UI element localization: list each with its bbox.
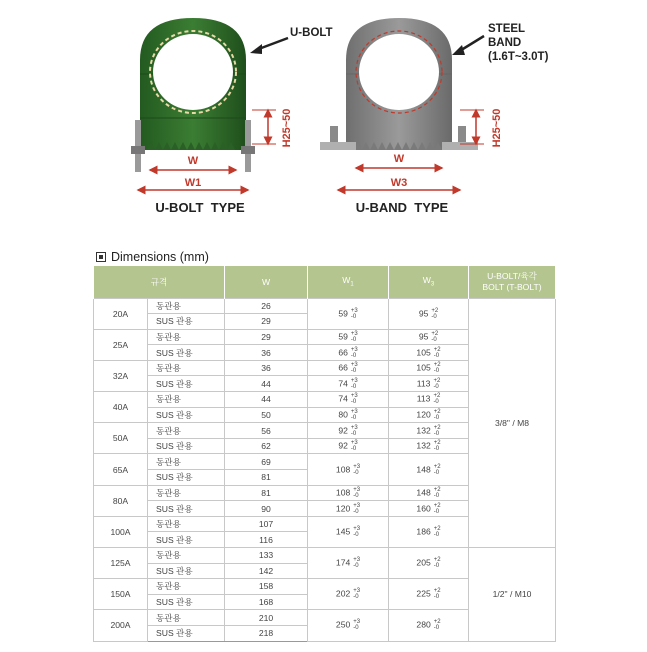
ubolt-w-label: W <box>187 155 199 167</box>
table-row: 40A 동관용 44 74 +3 -0 113 +2 -0 <box>94 392 556 408</box>
table-row: SUS 관용 116 <box>94 532 556 548</box>
table-row: SUS 관용 168 <box>94 594 556 610</box>
uband-w3-label: W3 <box>390 177 408 189</box>
table-row: SUS 관용 36 66 +3 -0 105 +2 -0 <box>94 345 556 361</box>
header-w1: $W_1$ <box>308 266 389 298</box>
table-row: 100A 동관용 107 145 +3 -0 186 +2 -0 <box>94 516 556 532</box>
table-row: 25A 동관용 29 59 +3 -0 95 +2 -0 <box>94 329 556 345</box>
table-row: 20A 동관용 26 59 +3 -0 95 +2 -0 3/8" / M8 <box>94 298 556 314</box>
ubolt-type-caption: U-BOLT TYPE <box>155 200 245 215</box>
uband-clamp <box>320 18 478 150</box>
clamp-diagram <box>0 0 647 240</box>
dimensions-table <box>93 266 556 642</box>
steel-band-callout-3: (1.6T~3.0T) <box>488 51 549 63</box>
table-header-row <box>94 266 556 298</box>
section-title <box>96 250 209 264</box>
table-row: SUS 관용 62 92 +3 -0 132 +2 -0 <box>94 438 556 454</box>
table-row: SUS 관용 44 74 +3 -0 113 +2 -0 <box>94 376 556 392</box>
steel-band-callout-2: BAND <box>488 37 522 49</box>
bolt-group-2: 1/2" / M10 <box>469 548 556 642</box>
section-title-text: Dimensions (mm) <box>111 250 209 264</box>
table-row: SUS 관용 90 120 +3 -0 160 +2 -0 <box>94 501 556 517</box>
header-bolt: U-BOLT/육각 BOLT (T-BOLT) <box>469 266 556 298</box>
uband-w-label: W <box>393 153 405 165</box>
ubolt-w1-label: W1 <box>184 177 202 189</box>
table-row: 125A 동관용 133 174 +3 -0 205 +2 -0 1/2" / M10 <box>94 548 556 564</box>
header-w: W <box>225 266 308 298</box>
table-row: SUS 관용 50 80 +3 -0 120 +2 -0 <box>94 407 556 423</box>
bolt-group-1: 3/8" / M8 <box>469 298 556 548</box>
table-row: SUS 관용 81 <box>94 470 556 486</box>
table-row: SUS 관용 218 <box>94 625 556 641</box>
table-row: 32A 동관용 36 66 +3 -0 105 +2 -0 <box>94 360 556 376</box>
table-row: 150A 동관용 158 202 +3 -0 225 +2 -0 <box>94 579 556 595</box>
table-row: SUS 관용 142 <box>94 563 556 579</box>
table-row: SUS 관용 29 <box>94 314 556 330</box>
header-w3: $W_3$ <box>389 266 469 298</box>
square-bullet-icon <box>96 252 106 262</box>
ubolt-callout: U-BOLT <box>290 27 333 39</box>
header-size: 규격 <box>94 266 225 298</box>
steel-band-callout-1: STEEL <box>488 23 526 35</box>
ubolt-height-label: H25~50 <box>281 108 293 148</box>
uband-type-caption: U-BAND TYPE <box>355 200 449 215</box>
table-row: 200A 동관용 210 250 +3 -0 280 +2 -0 <box>94 610 556 626</box>
uband-height-label: H25~50 <box>491 108 503 148</box>
table-row: 80A 동관용 81 108 +3 -0 148 +2 -0 <box>94 485 556 501</box>
table-row: 50A 동관용 56 92 +3 -0 132 +2 -0 <box>94 423 556 439</box>
table-row: 65A 동관용 69 108 +3 -0 148 +2 -0 <box>94 454 556 470</box>
ubolt-clamp <box>131 18 255 172</box>
